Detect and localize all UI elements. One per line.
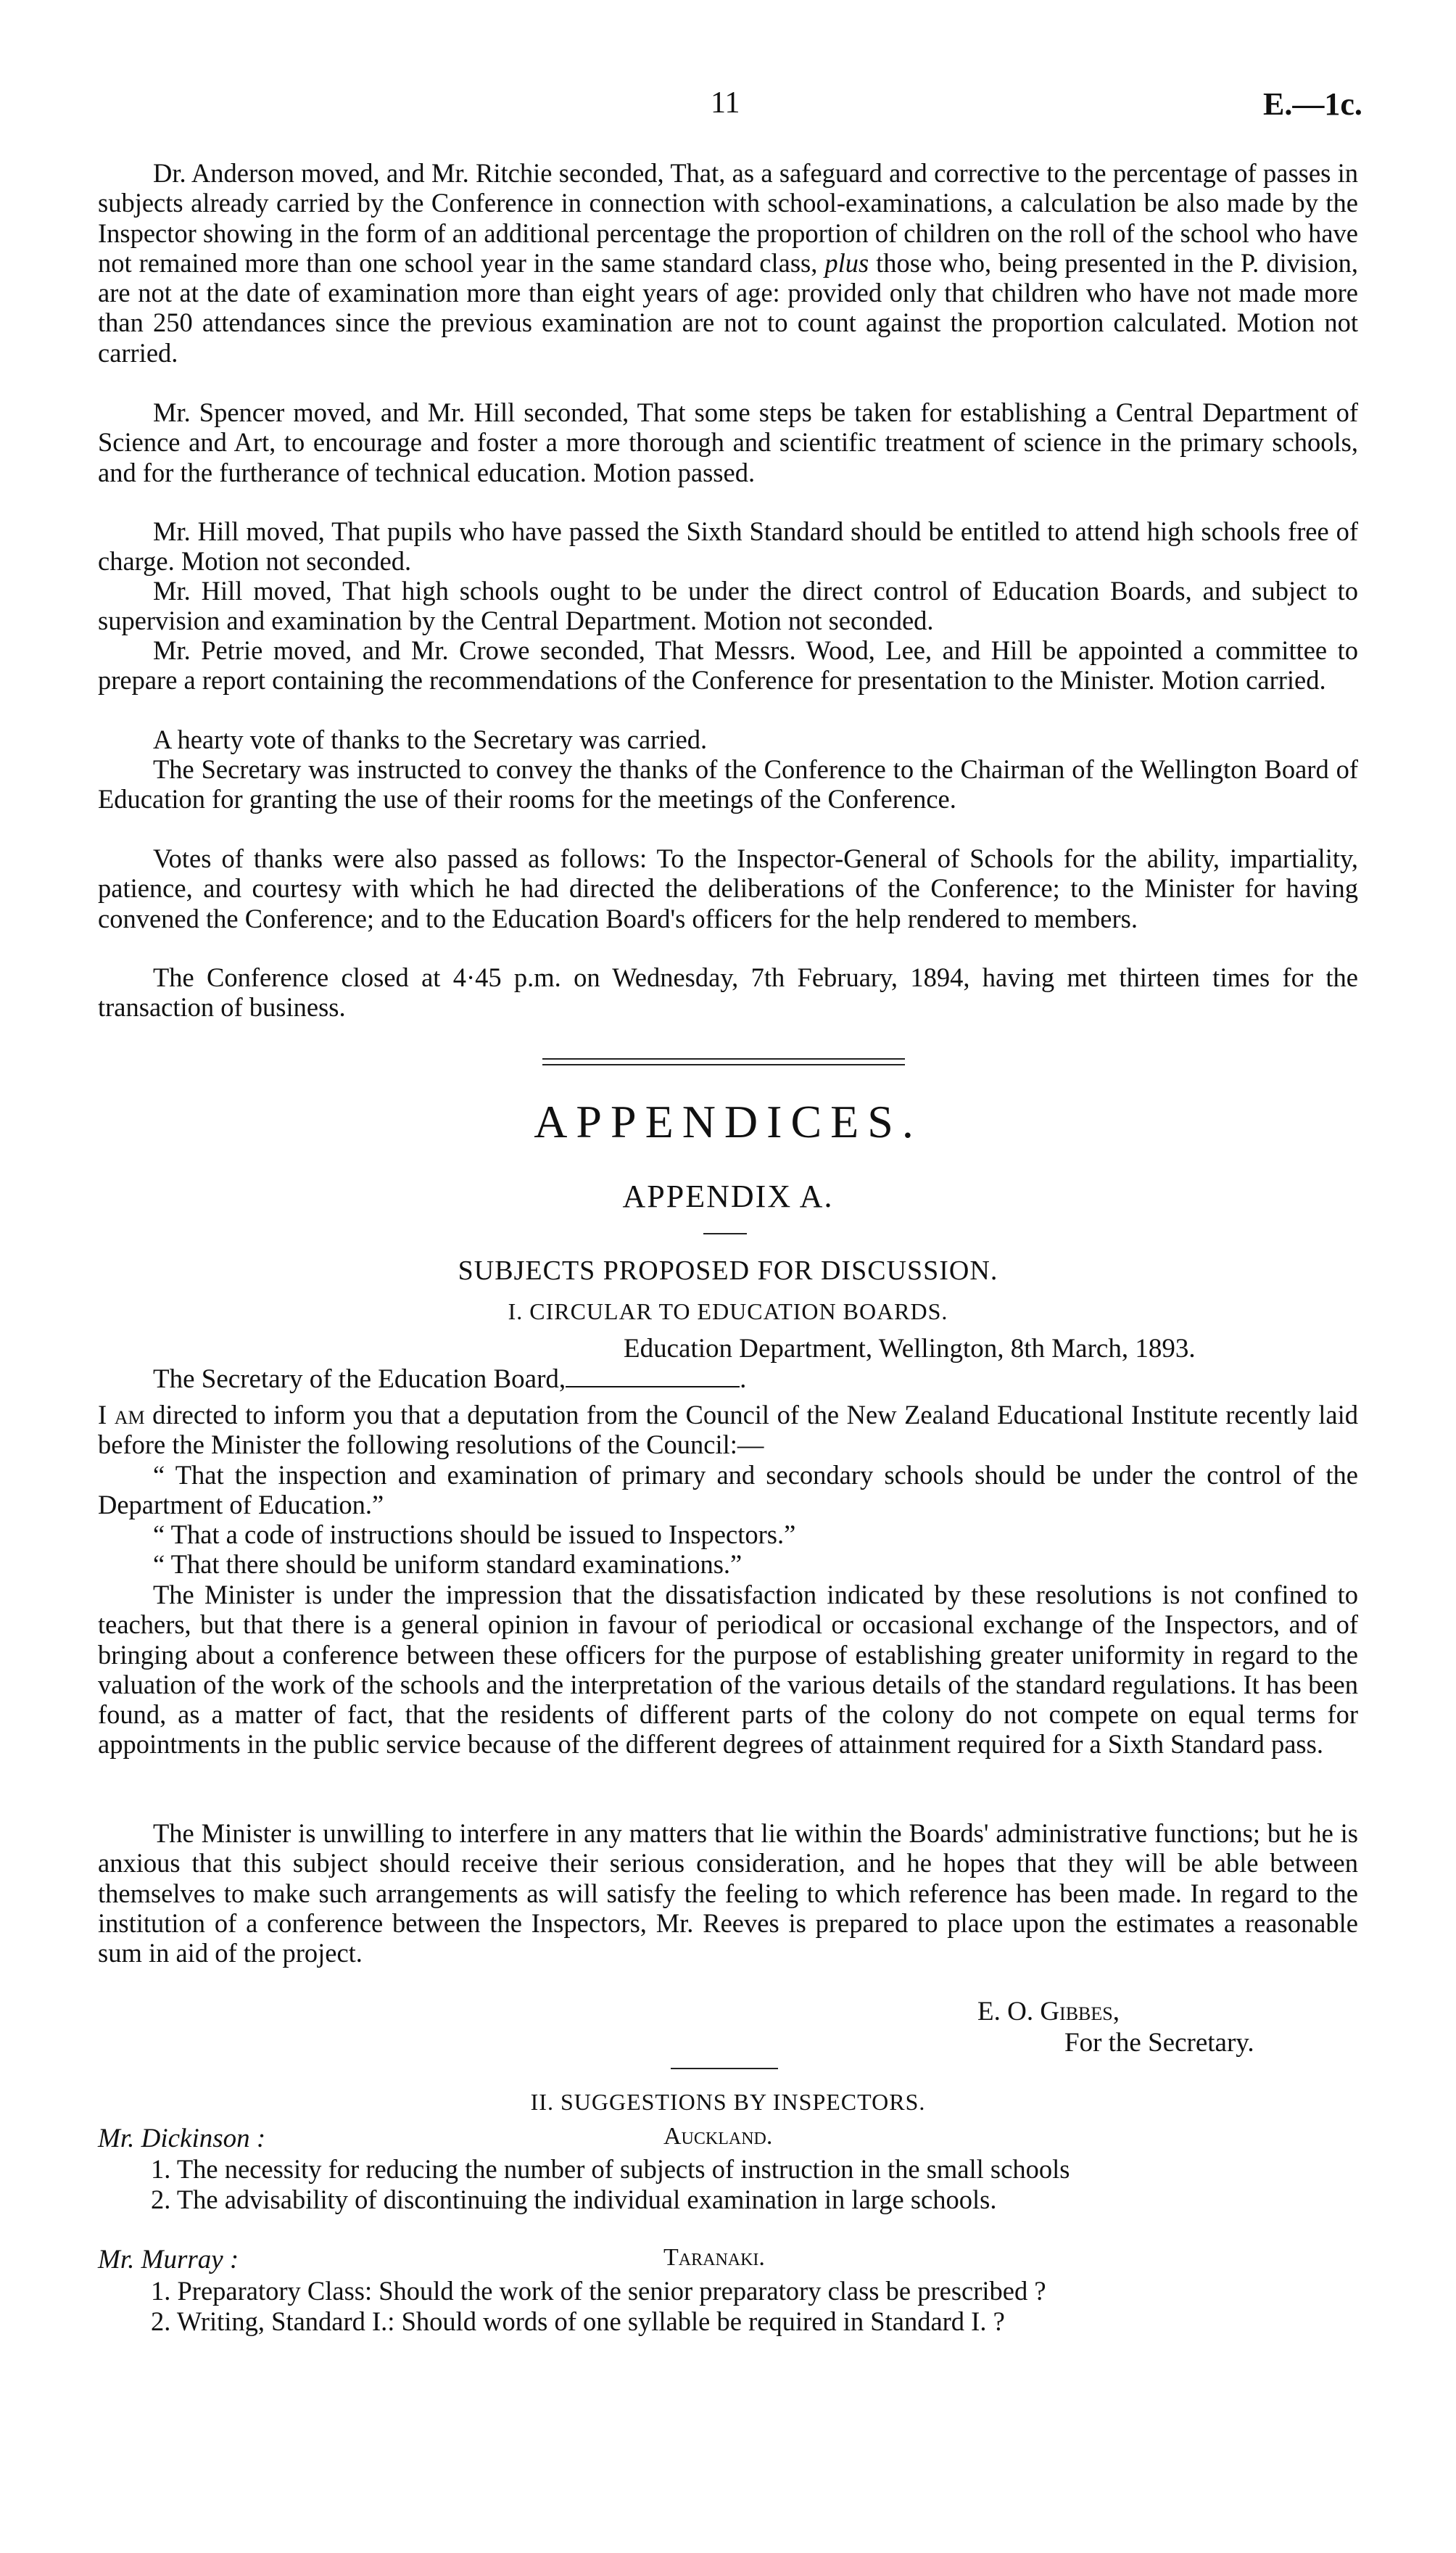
circular-heading: I. CIRCULAR TO EDUCATION BOARDS. bbox=[508, 1298, 948, 1324]
letter-body-2: The Minister is unwilling to interfere in any matters that lie within the Boards' administrative functions; but he is anxious that this subject should receive their serious consideration, and he hopes that they will be able between themselves to make such arrangements as will satisfy the feeling to which reference has been made. In regard to the institution of a conference between the Inspectors, Mr. Reeves is prepared to place upon the estimates a reasonable sum in aid of the project. bbox=[98, 1818, 1358, 1968]
suggestions-heading: II. SUGGESTIONS BY INSPECTORS. bbox=[530, 2089, 926, 2115]
paragraph-petrie-motion: Mr. Petrie moved, and Mr. Crowe seconded, That Messrs. Wood, Lee, and Hill be appointed a committee to prepare a report containing the recommendations of the Conference for presentation to the Minister. Motion carried. bbox=[98, 635, 1358, 696]
letter-body-1: The Minister is under the impression that the dissatisfaction indicated by these resolutions is not confined to teachers, but that there is a general opinion in favour of periodical or occasional exchange of the Inspectors, and of bringing about a conference between these officers for the purpose of establishing greater uniformity in regard to the valuation of the work of the schools and the interpretation of the various details of the standard regulations. It has been found, as a matter of fact, that the residents of different parts of the colony do not compete on equal terms for appointments in the public service because of the different degrees of attainment required for a Sixth Standard pass. bbox=[98, 1580, 1358, 1760]
paragraph-conference-closed: The Conference closed at 4·45 p.m. on Wednesday, 7th February, 1894, having met thirteen times for the transaction of business. bbox=[98, 962, 1358, 1023]
short-rule bbox=[703, 1233, 747, 1234]
district-auckland: Auckland. bbox=[663, 2123, 773, 2150]
paragraph-secretary-instructed: The Secretary was instructed to convey the thanks of the Conference to the Chairman of the Wellington Board of Education for granting the use of their rooms for the meetings of the Conference. bbox=[98, 754, 1358, 814]
inspector-murray: Mr. Murray : bbox=[98, 2245, 239, 2274]
document-reference: E.—1c. bbox=[1263, 86, 1362, 122]
page-number: 11 bbox=[711, 86, 740, 120]
resolution-1: “ That the inspection and examination of primary and secondary schools should be under the control of the Department of Education.” bbox=[98, 1460, 1358, 1520]
signature-role: For the Secretary. bbox=[1064, 2028, 1254, 2058]
list-item: 1. The necessity for reducing the number of subjects of instruction in the small schools bbox=[151, 2154, 1070, 2184]
paragraph-votes-of-thanks: Votes of thanks were also passed as follows: To the Inspector-General of Schools for the ability, impartiality, patience, and courtesy with which he had directed the deliberations of the Conference; to the Minister for having convened the Conference; and to the Education Board's officers for the help rendered to members. bbox=[98, 844, 1358, 933]
addressee-text: The Secretary of the Education Board, bbox=[153, 1364, 566, 1394]
list-item: 1. Preparatory Class: Should the work of the senior preparatory class be prescribed ? bbox=[151, 2276, 1046, 2306]
signature-name: E. O. Gibbes, bbox=[977, 1997, 1120, 2026]
dateline: Education Department, Wellington, 8th March, 1893. bbox=[624, 1334, 1196, 1364]
letter-opening bbox=[98, 1400, 1358, 1460]
district-taranaki: Taranaki. bbox=[663, 2244, 765, 2271]
short-rule-2 bbox=[671, 2068, 778, 2069]
resolution-3: “ That there should be uniform standard examinations.” bbox=[153, 1549, 743, 1579]
paragraph-text-continued: those who, being presented in the P. division, are not at the date of examination more than eight years of age: provided only that children who have not made more than 250 attendances since the previous examination are not to count against the proportion calculated. Motion not carried. bbox=[98, 247, 1358, 368]
paragraph-hill-motion-2: Mr. Hill moved, That high schools ought to be under the direct control of Education Boards, and subject to supervision and examination by the Central Department. Motion not seconded. bbox=[98, 576, 1358, 636]
list-item: 2. Writing, Standard I.: Should words of one syllable be required in Standard I. ? bbox=[151, 2306, 1005, 2336]
list-item: 2. The advisability of discontinuing the individual examination in large schools. bbox=[151, 2185, 997, 2214]
letter-opening-text: directed to inform you that a deputation from the Council of the New Zealand Educational Institute recently laid before the Minister the following resolutions of the Council:— bbox=[98, 1400, 1358, 1460]
addressee-end: . bbox=[740, 1364, 747, 1394]
addressee-blank bbox=[566, 1366, 740, 1387]
resolution-2: “ That a code of instructions should be issued to Inspectors.” bbox=[153, 1519, 796, 1549]
paragraph-anderson-motion bbox=[98, 158, 1358, 368]
paragraph-spencer-motion: Mr. Spencer moved, and Mr. Hill seconded, That some steps be taken for establishing a Central Department of Science and Art, to encourage and foster a more thorough and scientific treatment of science in the primary schools, and for the furtherance of technical education. Motion passed. bbox=[98, 397, 1358, 487]
addressee bbox=[153, 1364, 746, 1395]
double-rule-bottom bbox=[542, 1064, 905, 1065]
emphasis-plus: plus bbox=[824, 247, 869, 278]
paragraph-hill-motion-1: Mr. Hill moved, That pupils who have passed the Sixth Standard should be entitled to attend high schools free of charge. Motion not seconded. bbox=[98, 516, 1358, 577]
appendices-title: APPENDICES. bbox=[534, 1096, 922, 1147]
appendix-a-heading: APPENDIX A. bbox=[622, 1179, 834, 1214]
inspector-dickinson: Mr. Dickinson : bbox=[98, 2124, 266, 2153]
subjects-heading: SUBJECTS PROPOSED FOR DISCUSSION. bbox=[458, 1255, 998, 1286]
double-rule-top bbox=[542, 1058, 905, 1060]
paragraph-vote-of-thanks: A hearty vote of thanks to the Secretary was carried. bbox=[153, 725, 708, 754]
letter-opening-caps: I am bbox=[98, 1400, 145, 1430]
paragraph-text: Dr. Anderson moved, and Mr. Ritchie seconded, That, as a safeguard and corrective to the percentage of passes in subjects already carried by the Conference in connection with school-examinations, a calculation be also made by the Inspector showing in the form of an additional percentage the proportion of children on the roll of the school who have not remained more than one school year in the same standard class, bbox=[98, 158, 1358, 278]
